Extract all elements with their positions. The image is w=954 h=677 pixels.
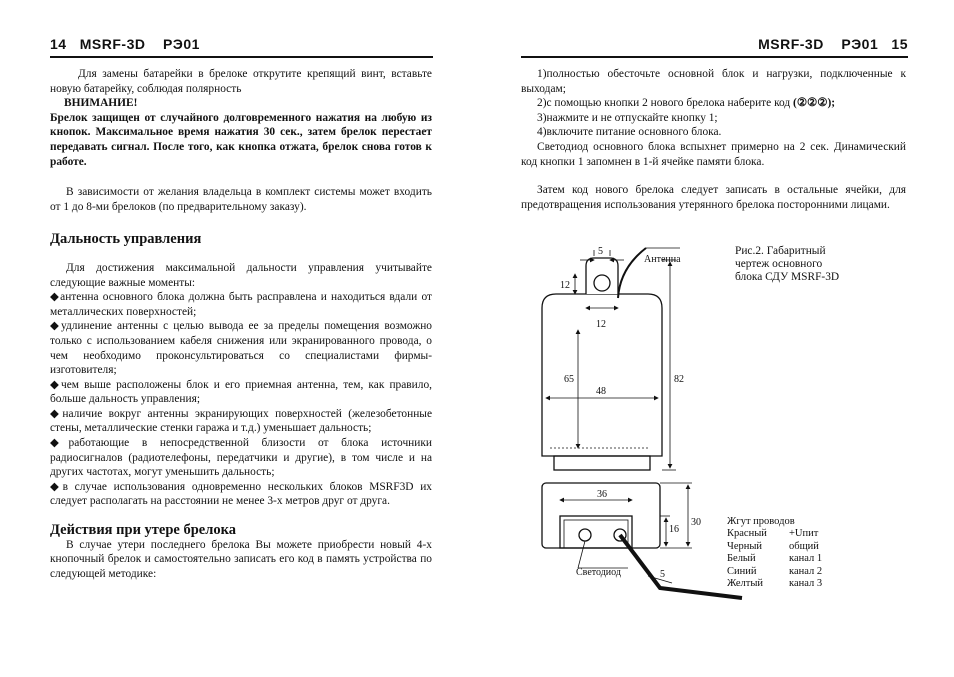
left-page-header [50, 36, 200, 52]
left-column [50, 67, 432, 581]
remaining-cells-paragraph: Затем код нового брелока следует записать в остальные ячейки, для предотвращения использования утерянного брелока посторонними лицами. [521, 184, 906, 211]
dim-30: 30 [691, 517, 701, 528]
wire-row: Белый канал 1 [727, 553, 823, 565]
wire-row: Красный +Uпит [727, 528, 819, 540]
code-symbols: (②②②); [793, 97, 836, 110]
dim-16: 16 [669, 524, 679, 535]
dim-82: 82 [674, 374, 684, 385]
range-heading: Дальность управления [50, 231, 202, 248]
led-flash-paragraph: Светодиод основного блока вспыхнет примерно на 2 сек. Динамический код кнопки 1 запомнен в 1-й ячейке памяти блока. [521, 140, 906, 168]
right-header-title: MSRF-3D [758, 36, 824, 52]
step-2: 2)с помощью кнопки 2 нового брелока наберите код (②②②); [537, 97, 836, 110]
keyfob-count-paragraph: В зависимости от желания владельца в комплект системы может входить от 1 до 8-ми брелоков (по предварительному заказу). [50, 186, 432, 213]
step-3: 3)нажмите и не отпускайте кнопку 1; [537, 111, 718, 124]
dim-5-top: 5 [598, 246, 603, 257]
range-item: ◆антенна основного блока должна быть расправлена и находиться вдали от металлических поверхностей; [50, 291, 432, 318]
warning-text: Брелок защищен от случайного долговременного нажатия на любую из кнопок. Максимальное время нажатия 30 сек., затем брелок перестает передавать сигнал. После того, как кнопка отжата, брелок снова готов к работе. [50, 111, 432, 168]
range-item: ◆в случае использования одновременно нескольких блоков MSRF3D их следует располагать на расстоянии не менее 3-х метров друг от друга. [50, 480, 433, 508]
right-header-rule [521, 56, 908, 58]
loss-text: В случае утери последнего брелока Вы можете приобрести новый 4-х кнопочный брелок и самостоятельно записать его код в память устройства по следующей методике: [50, 538, 432, 580]
range-intro: Для достижения максимальной дальности управления учитывайте следующие важные моменты: [50, 261, 432, 289]
wire-row: Желтый канал 3 [727, 578, 823, 590]
antenna-label: Антенна [644, 254, 681, 265]
led-indicator [579, 529, 591, 541]
right-column [521, 67, 906, 212]
wire-row: Черный общий [727, 540, 819, 552]
left-header-rule [50, 56, 433, 58]
step-1: 1)полностью обесточьте основной блок и нагрузки, подключенные к выходам; [521, 68, 906, 95]
left-header-title: MSRF-3D [79, 36, 146, 52]
range-item: ◆удлинение антенны с целью вывода ее за пределы помещения возможно только с использованием кабеля снижения или экранированного провода, о чем необходимо проконсультироваться со специалистами фирмы-изготовителя; [50, 320, 432, 377]
loss-heading: Действия при утере брелока [50, 522, 237, 539]
left-header-sub: РЭ01 [163, 36, 200, 52]
right-page-number: 15 [891, 36, 908, 52]
range-item: ◆работающие в непосредственной близости от блока источники радиосигналов (радиотелефоны, передатчики и другие), в том числе и на других частотах, могут уменьшить дальность; [50, 437, 432, 479]
dim-48: 48 [596, 386, 606, 397]
figure-caption: Рис.2. Габаритный чертеж основного блока СДУ MSRF-3D [735, 245, 840, 283]
battery-paragraph: Для замены батарейки в брелоке открутите крепящий винт, вставьте новую батарейку, соблюдая полярность [50, 68, 432, 95]
range-item: ◆чем выше расположены блок и его приемная антенна, тем, как правило, больше дальность управления; [50, 378, 432, 406]
dim-36: 36 [597, 489, 607, 500]
unit-base [554, 456, 650, 470]
dim-12-side: 12 [560, 280, 570, 291]
dim-12-hole: 12 [596, 319, 606, 330]
left-page-number: 14 [50, 36, 67, 52]
antenna-wire [618, 248, 646, 298]
mounting-tab [586, 258, 618, 294]
step-4: 4)включите питание основного блока. [537, 126, 722, 139]
dim-65: 65 [564, 374, 574, 385]
range-item: ◆наличие вокруг антенны экранирующих поверхностей (железобетонные стены, металлические стенки гаража и т.д.) уменьшает дальность; [50, 407, 433, 435]
wires-title: Жгут проводов [727, 516, 795, 527]
wire-harness [620, 535, 742, 598]
dim-5-cable: 5 [660, 569, 665, 580]
wire-row: Синий канал 2 [727, 565, 823, 577]
led-label: Светодиод [576, 567, 621, 578]
right-header-sub: РЭ01 [841, 36, 879, 52]
warning-title: ВНИМАНИЕ! [64, 97, 138, 110]
right-page-header [758, 36, 908, 52]
wire-harness-legend [727, 516, 822, 590]
side-view-connector [560, 516, 632, 548]
